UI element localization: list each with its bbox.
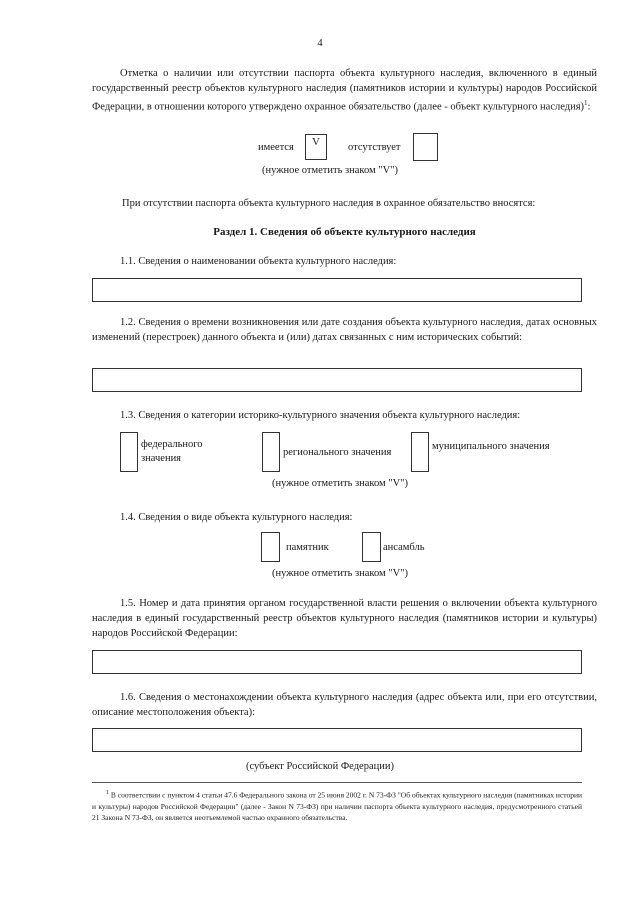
type-hint: (нужное отметить знаком "V") bbox=[272, 568, 408, 579]
option-absent-label: отсутствует bbox=[348, 142, 401, 153]
option-present-checkbox[interactable]: V bbox=[305, 134, 327, 160]
type-monument-label: памятник bbox=[286, 542, 329, 553]
passport-hint: (нужное отметить знаком "V") bbox=[262, 165, 398, 176]
category-hint: (нужное отметить знаком "V") bbox=[272, 478, 408, 489]
item-1-5-input[interactable] bbox=[92, 650, 582, 674]
footnote bbox=[92, 788, 582, 823]
type-ensemble-checkbox[interactable] bbox=[362, 532, 381, 562]
category-municipal-checkbox[interactable] bbox=[411, 432, 429, 472]
option-present-label: имеется bbox=[258, 142, 294, 153]
item-1-2-input[interactable] bbox=[92, 368, 582, 392]
passport-mark-paragraph bbox=[92, 66, 597, 115]
section-1-title: Раздел 1. Сведения об объекте культурного наследия bbox=[213, 226, 476, 238]
footnote-divider bbox=[92, 782, 582, 783]
type-ensemble-label: ансамбль bbox=[383, 542, 425, 553]
category-regional-checkbox[interactable] bbox=[262, 432, 280, 472]
option-absent-checkbox[interactable] bbox=[413, 133, 438, 161]
item-1-2-text: 1.2. Сведения о времени возникновения или дате создания объекта культурного наследия, датах основных изменений (перестроек) данного объекта и (или) датах связанных с ним исторических событий: bbox=[92, 317, 597, 343]
passport-mark-colon: : bbox=[587, 101, 591, 113]
type-monument-checkbox[interactable] bbox=[261, 532, 280, 562]
footnote-marker: 1 bbox=[106, 790, 109, 796]
item-1-1-text: 1.1. Сведения о наименовании объекта культурного наследия: bbox=[120, 256, 397, 267]
absence-note: При отсутствии паспорта объекта культурного наследия в охранное обязательство вносятся: bbox=[122, 198, 536, 209]
category-federal-label: федерального значения bbox=[141, 439, 203, 464]
item-1-6-text: 1.6. Сведения о местонахождении объекта культурного наследия (адрес объекта или, при его отсутствии, описание местоположения объекта): bbox=[92, 692, 597, 718]
item-1-5-text: 1.5. Номер и дата принятия органом государственной власти решения о включении объекта культурного наследия в единый государственный реестр объектов культурного наследия (памятников истории и культуры) народов Российской Федерации: bbox=[92, 598, 597, 639]
item-1-4-text: 1.4. Сведения о виде объекта культурного наследия: bbox=[120, 512, 353, 523]
footnote-ref: 1 bbox=[584, 99, 588, 107]
category-federal-checkbox[interactable] bbox=[120, 432, 138, 472]
item-1-6-caption: (субъект Российской Федерации) bbox=[246, 761, 394, 772]
item-1-1-input[interactable] bbox=[92, 278, 582, 302]
item-1-6-input[interactable] bbox=[92, 728, 582, 752]
page-number: 4 bbox=[317, 38, 323, 49]
category-municipal-label: муниципального значения bbox=[432, 441, 550, 452]
category-regional-label: регионального значения bbox=[283, 447, 392, 458]
item-1-3-text: 1.3. Сведения о категории историко-культурного значения объекта культурного наследия: bbox=[120, 410, 521, 421]
footnote-text: В соответствии с пунктом 4 статьи 47.6 Федерального закона от 25 июня 2002 г. N 73-ФЗ "Об объектах культурного наследия (памятниках истории и культуры) народов Российской Федерации" (далее - Закон N 73-ФЗ) при наличии паспорта объекта культурного наследия, предусмотренного статьей 21 Закона N 73-ФЗ, он является неотъемлемой частью охранного обязательства. bbox=[92, 790, 582, 822]
passport-mark-text: Отметка о наличии или отсутствии паспорта объекта культурного наследия, включенного в единый государственный реестр объектов культурного наследия (памятников истории и культуры) народов Российской Федерации, в отношении которого утверждено охранное обязательство (далее - объект культурного наследия) bbox=[92, 68, 597, 113]
